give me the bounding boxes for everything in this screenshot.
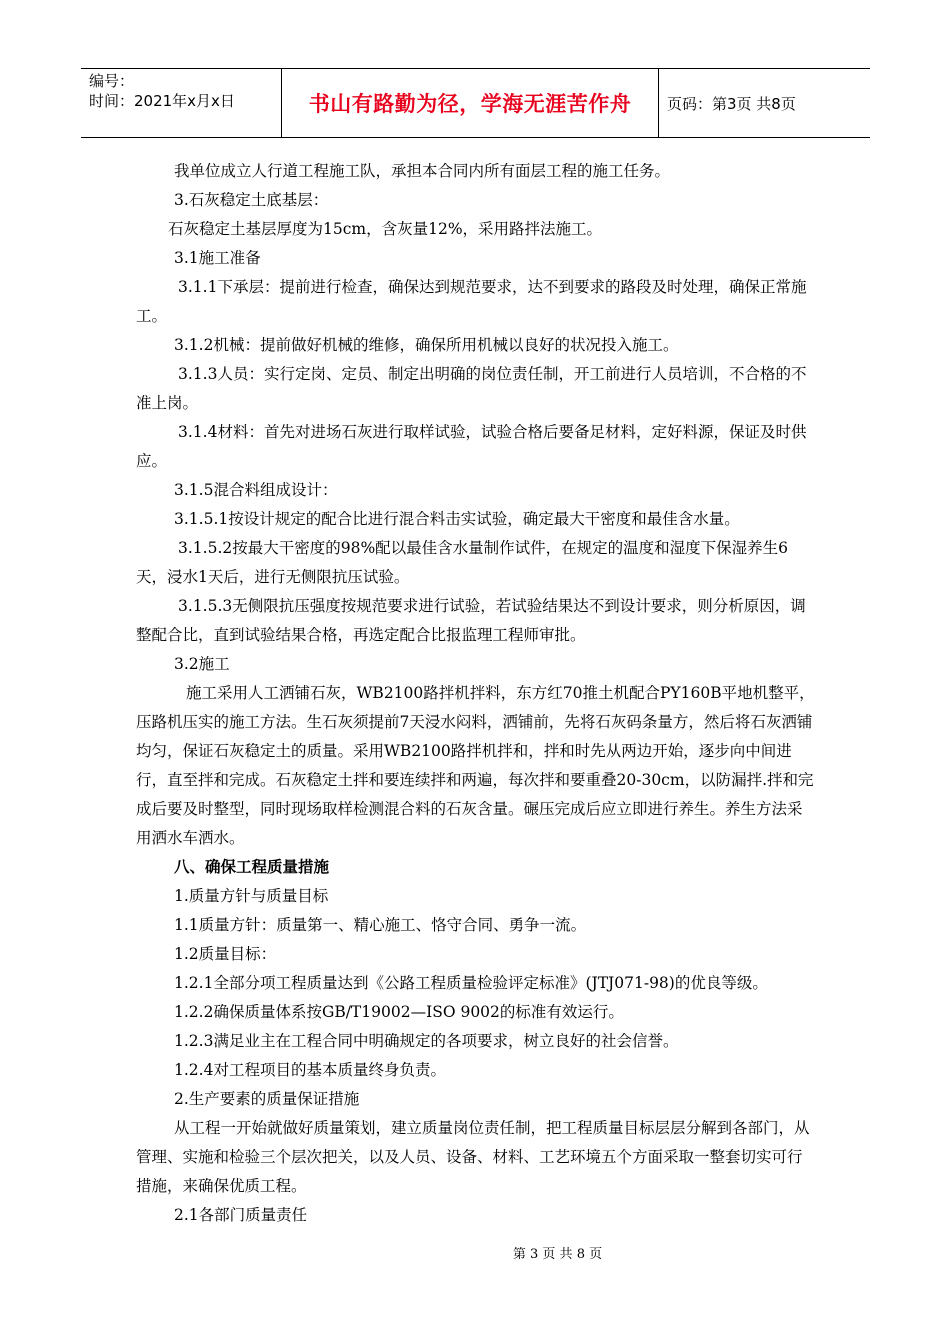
body-paragraph: 1.2质量目标： [174,945,277,963]
body-paragraph: 3.1施工准备 [174,249,261,267]
body-paragraph: 1.2.4对工程项目的基本质量终身负责。 [174,1061,446,1079]
body-paragraph: 3.1.3人员：实行定岗、定员、制定出明确的岗位责任制，开工前进行人员培训，不合格的不准上岗。 [136,365,807,412]
body-paragraph: 3.1.4材料：首先对进场石灰进行取样试验，试验合格后要备足材料，定好料源，保证及时供应。 [136,423,807,470]
header-motto-cell [282,69,659,137]
body-paragraph: 3.1.1下承层：提前进行检查，确保达到规范要求，达不到要求的路段及时处理，确保正常施工。 [136,278,807,325]
body-paragraph: 1.2.1全部分项工程质量达到《公路工程质量检验评定标准》(JTJ071-98)的优良等级。 [174,974,768,992]
body-paragraph: 3.1.5.1按设计规定的配合比进行混合料击实试验，确定最大干密度和最佳含水量。 [174,510,740,528]
body-paragraph: 1.质量方针与质量目标 [174,887,329,905]
body-paragraph: 2.1各部门质量责任 [174,1206,308,1224]
body-paragraph: 3.1.5.2按最大干密度的98%配以最佳含水量制作试件，在规定的温度和湿度下保湿养生6天，浸水1天后，进行无侧限抗压试验。 [136,539,789,586]
header-page-cell [659,69,870,137]
section-heading: 八、确保工程质量措施 [174,858,330,876]
body-paragraph: 2.生产要素的质量保证措施 [174,1090,360,1108]
page-footer: 第 3 页 共 8 页 [512,1247,603,1262]
body-paragraph: 3.1.2机械：提前做好机械的维修，确保所用机械以良好的状况投入施工。 [174,336,679,354]
body-paragraph: 1.2.3满足业主在工程合同中明确规定的各项要求，树立良好的社会信誉。 [174,1032,679,1050]
body-paragraph: 施工采用人工洒铺石灰，WB2100路拌机拌料，东方红70推土机配合PY160B平地机整平，压路机压实的施工方法。生石灰须提前7天浸水闷料，洒铺前，先将石灰码条量方，然后将石灰洒铺均匀，保证石灰稳定土的质量。采用WB2100路拌机拌和，拌和时先从两边开始，逐步向中间进行，直至拌和完成。石灰稳定土拌和要连续拌和两遍，每次拌和要重叠20-30cm，以防漏拌.拌和完成后要及时整型，同时现场取样检测混合料的石灰含量。碾压完成后应立即进行养生。养生方法采用洒水车洒水。 [136,684,815,847]
header-table [81,68,870,138]
document-time-label: 时间：2021年x月x日 [89,92,235,110]
header-left-cell [81,69,282,137]
body-paragraph: 从工程一开始就做好质量策划，建立质量岗位责任制，把工程质量目标层层分解到各部门，从管理、实施和检验三个层次把关，以及人员、设备、材料、工艺环境五个方面采取一整套切实可行措施，来确保优质工程。 [136,1119,810,1195]
body-paragraph: 我单位成立人行道工程施工队，承担本合同内所有面层工程的施工任务。 [174,162,671,180]
body-paragraph: 石灰稳定土基层厚度为15cm，含灰量12%，采用路拌法施工。 [168,220,603,238]
body-paragraph: 3.1.5.3无侧限抗压强度按规范要求进行试验，若试验结果达不到设计要求，则分析原因，调整配合比，直到试验结果合格，再选定配合比报监理工程师审批。 [136,597,806,644]
body-paragraph: 1.2.2确保质量体系按GB/T19002—ISO 9002的标准有效运行。 [174,1003,624,1021]
header-motto: 书山有路勤为径，学海无涯苦作舟 [308,92,632,116]
body-paragraph: 1.1质量方针：质量第一、精心施工、恪守合同、勇争一流。 [174,916,587,934]
body-paragraph: 3.1.5混合料组成设计： [174,481,338,499]
body-paragraph: 3.石灰稳定土底基层： [174,191,329,209]
document-number-label: 编号： [89,72,135,90]
document-body [136,157,816,1230]
body-paragraph: 3.2施工 [174,655,230,673]
header-page-info: 页码：第3页 共8页 [667,94,796,113]
